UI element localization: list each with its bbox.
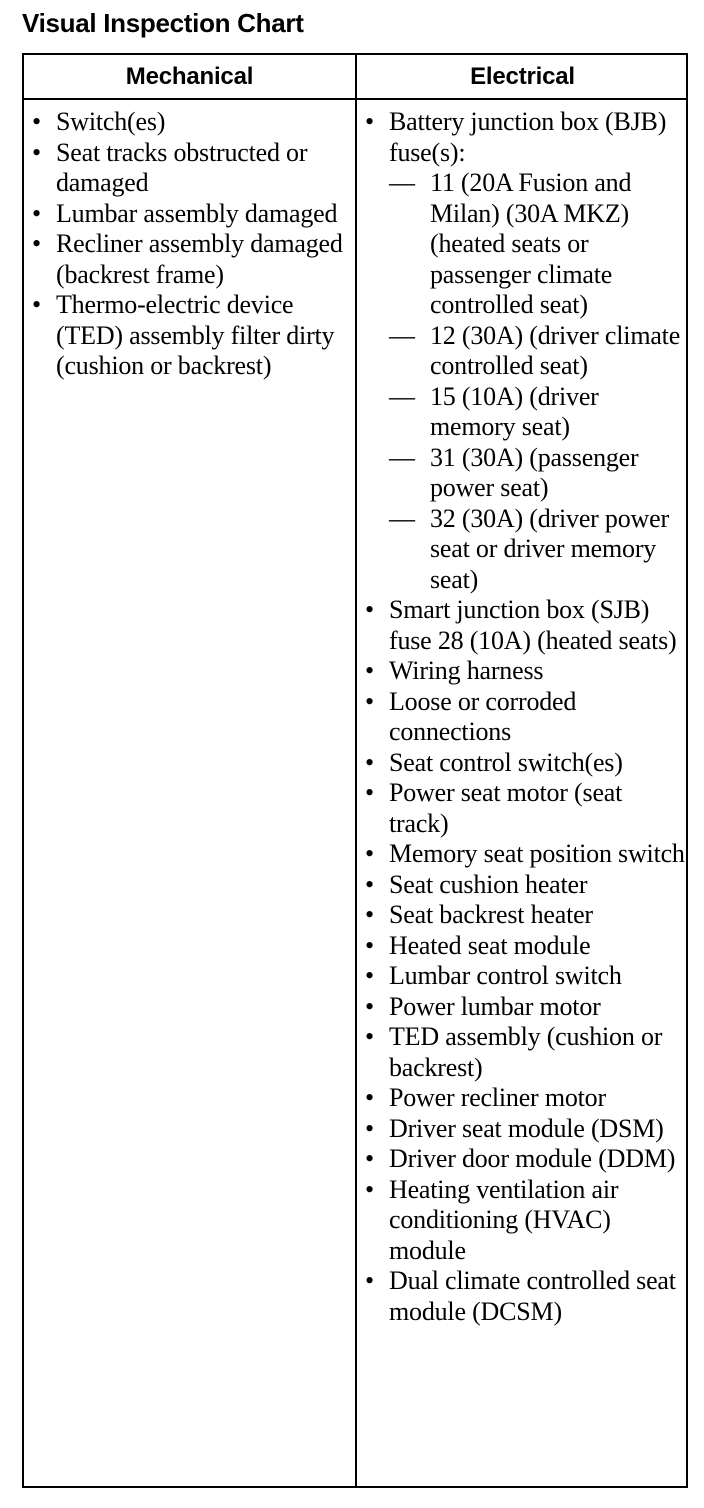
electrical-item-bjb: [365, 107, 685, 595]
fuse-subitem: [389, 168, 685, 321]
electrical-item: • Wiring harness: [365, 656, 685, 687]
fuse-subitem-text: 15 (10A) (driver memory seat): [430, 381, 599, 441]
bjb-label: Battery junction box (BJB) fuse(s):: [389, 107, 667, 167]
electrical-item: • Driver seat module (DSM): [365, 1114, 685, 1145]
electrical-item: • Lumbar control switch: [365, 961, 685, 992]
electrical-item: • Driver door module (DDM): [365, 1144, 685, 1175]
column-divider: [355, 55, 357, 1486]
mechanical-item: • Seat tracks obstructed or damaged: [32, 138, 350, 199]
mechanical-item: • Switch(es): [32, 107, 350, 138]
electrical-item: • Memory seat position switch: [365, 839, 685, 870]
electrical-header: Electrical: [470, 63, 575, 90]
fuse-subitem: [389, 321, 685, 382]
header-rule: [24, 98, 686, 100]
dash-mark: —: [389, 442, 415, 472]
dash-mark: —: [389, 381, 415, 411]
mechanical-item: • Thermo-electric device (TED) assembly filter dirty (cushion or backrest): [32, 290, 350, 382]
fuse-subitem: [389, 382, 685, 443]
dash-mark: —: [389, 503, 415, 533]
fuse-subitem: [389, 443, 685, 504]
mechanical-item: • Lumbar assembly damaged: [32, 199, 350, 230]
electrical-item: • Dual climate controlled seat module (DCSM): [365, 1266, 685, 1327]
electrical-item: • Power seat motor (seat track): [365, 778, 685, 839]
dash-mark: —: [389, 320, 415, 350]
fuse-subitem-text: 31 (30A) (passenger power seat): [430, 442, 639, 502]
electrical-item: • Power recliner motor: [365, 1083, 685, 1114]
electrical-item: • Heating ventilation air conditioning (HVAC) module: [365, 1175, 685, 1267]
fuse-subitem-text: 12 (30A) (driver climate controlled seat): [430, 320, 681, 380]
electrical-item: • TED assembly (cushion or backrest): [365, 1022, 685, 1083]
fuse-subitem-text: 11 (20A Fusion and Milan) (30A MKZ) (heated seats or passenger climate controlled seat): [430, 168, 632, 319]
chart-title: Visual Inspection Chart: [22, 8, 304, 38]
mechanical-header: Mechanical: [125, 63, 254, 90]
mechanical-column: [32, 107, 350, 382]
electrical-item: • Smart junction box (SJB) fuse 28 (10A) (heated seats): [365, 595, 685, 656]
electrical-column: [365, 107, 685, 1327]
electrical-item: • Heated seat module: [365, 931, 685, 962]
dash-mark: —: [389, 168, 415, 197]
electrical-item: • Seat control switch(es): [365, 748, 685, 779]
electrical-item: • Power lumbar motor: [365, 992, 685, 1023]
fuse-subitem: [389, 504, 685, 596]
electrical-item: • Seat backrest heater: [365, 900, 685, 931]
inspection-table: [22, 53, 688, 1488]
electrical-item: • Loose or corroded connections: [365, 687, 685, 748]
fuse-subitem-text: 32 (30A) (driver power seat or driver memory seat): [430, 503, 669, 594]
electrical-item: • Seat cushion heater: [365, 870, 685, 901]
mechanical-item: • Recliner assembly damaged (backrest frame): [32, 229, 350, 290]
